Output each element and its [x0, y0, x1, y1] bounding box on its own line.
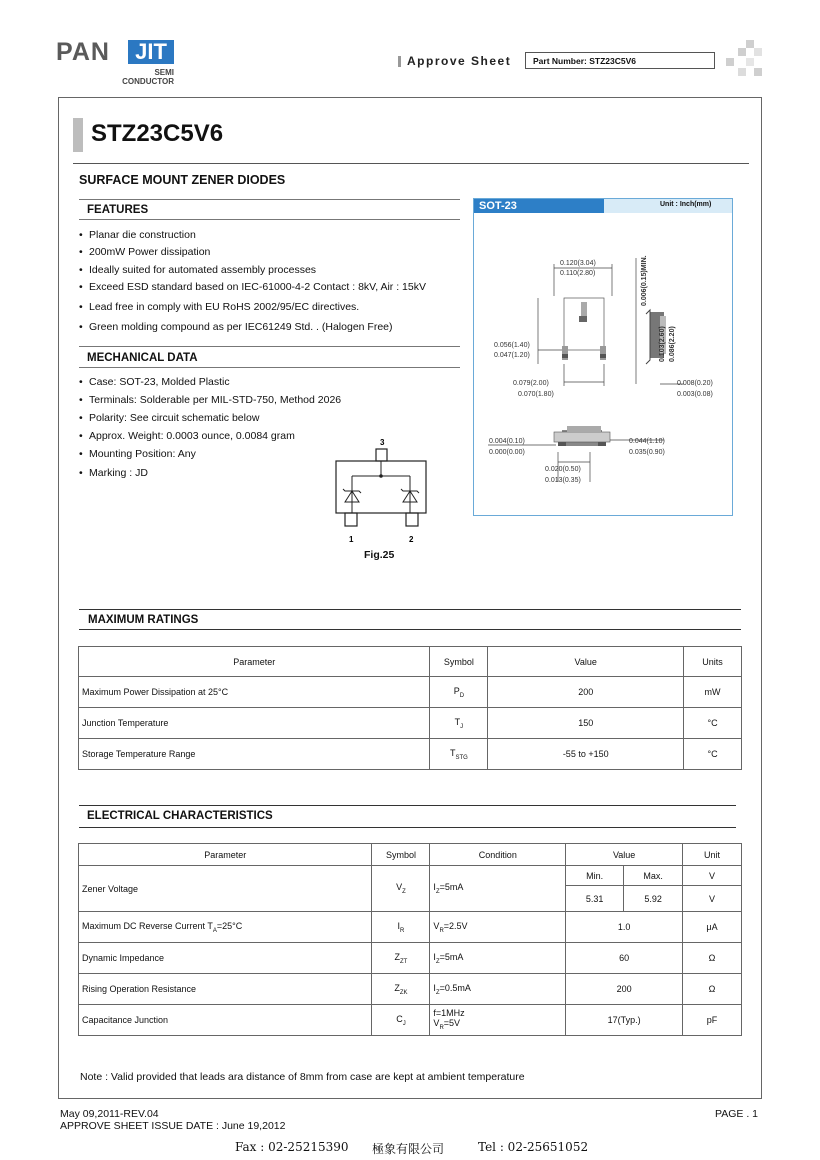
- table-header: Symbol: [372, 844, 430, 866]
- table-cell: pF: [683, 1005, 742, 1036]
- table-cell: $I_R$: [372, 912, 430, 943]
- logo-text-jit: JIT: [128, 40, 174, 64]
- dim-label: 0.110(2.80): [560, 270, 596, 277]
- schematic-pin-3: 3: [380, 438, 385, 447]
- package-unit: Unit : Inch(mm): [660, 201, 712, 208]
- list-item: • Approx. Weight: 0.0003 ounce, 0.0084 gram: [79, 430, 295, 442]
- subtitle: SURFACE MOUNT ZENER DIODES: [79, 173, 286, 187]
- table-row: [79, 708, 742, 739]
- table-header: Parameter: [79, 647, 430, 677]
- table-cell: 150: [488, 708, 684, 739]
- electrical-rule-bottom: [79, 827, 736, 828]
- table-header: Units: [684, 647, 742, 677]
- table-cell: -55 to +150: [488, 739, 684, 770]
- list-item: • Polarity: See circuit schematic below: [79, 412, 260, 424]
- table-cell: mW: [684, 677, 742, 708]
- title-divider: [73, 163, 749, 164]
- dim-label: 0.000(0.00): [489, 449, 525, 456]
- table-cell: $I_Z=5mA$: [430, 866, 566, 912]
- logo-sub-semi: SEMI: [154, 68, 174, 77]
- dim-label: 0.103(2.60): [659, 326, 666, 362]
- mechanical-rule-top: [79, 346, 460, 347]
- table-cell: $I_Z=5mA$: [430, 943, 566, 974]
- logo-text-pan: PAN: [56, 38, 110, 66]
- table-header: Value: [488, 647, 684, 677]
- table-cell: 5.92: [624, 886, 683, 912]
- dim-label: 0.003(0.08): [677, 391, 713, 398]
- list-item: • Lead free in comply with EU RoHS 2002/95/EC directives.: [79, 301, 360, 313]
- table-row: [79, 1005, 742, 1036]
- part-number-box: Part Number: STZ23C5V6: [525, 52, 715, 69]
- table-cell: Zener Voltage: [79, 866, 372, 912]
- dim-label: 0.013(0.35): [545, 477, 581, 484]
- schematic-pin-1: 1: [349, 535, 354, 544]
- schematic-pin-2: 2: [409, 535, 414, 544]
- table-cell: Ω: [683, 943, 742, 974]
- table-row: [79, 866, 742, 886]
- approve-sheet-label: Approve Sheet: [398, 54, 511, 68]
- table-cell: V: [683, 866, 742, 886]
- dim-label: 0.008(0.20): [677, 380, 713, 387]
- table-header: Symbol: [430, 647, 488, 677]
- company-name: 極象有限公司: [372, 1142, 445, 1156]
- page-number: PAGE . 1: [715, 1108, 758, 1120]
- table-cell: °C: [684, 739, 742, 770]
- ratings-rule-top: [79, 609, 741, 610]
- dim-label: 0.004(0.10): [489, 438, 525, 445]
- table-cell: Max.: [624, 866, 683, 886]
- dim-label: 0.070(1.80): [518, 391, 554, 398]
- ratings-heading: MAXIMUM RATINGS: [88, 614, 199, 626]
- table-cell: $C_J$: [372, 1005, 430, 1036]
- table-row: [79, 943, 742, 974]
- table-row: [79, 912, 742, 943]
- table-cell: $T_{STG}$: [430, 739, 488, 770]
- table-cell: $I_Z=0.5mA$: [430, 974, 566, 1005]
- list-item: • Terminals: Solderable per MIL-STD-750, Method 2026: [79, 394, 342, 406]
- table-cell: Maximum DC Reverse Current $T_A=25^\circ C$: [79, 912, 372, 943]
- table-cell: Dynamic Impedance: [79, 943, 372, 974]
- table-cell: 200: [488, 677, 684, 708]
- dim-label: 0.086(2.20): [669, 326, 676, 362]
- list-item: • Case: SOT-23, Molded Plastic: [79, 376, 230, 388]
- tel-number: Tel : 02-25651052: [478, 1140, 589, 1154]
- list-item: • 200mW Power dissipation: [79, 246, 211, 258]
- title-accent: [73, 118, 83, 152]
- ratings-rule-bottom: [79, 629, 741, 630]
- table-row: [79, 739, 742, 770]
- table-cell: $P_D$: [430, 677, 488, 708]
- table-cell: Rising Operation Resistance: [79, 974, 372, 1005]
- table-cell: 17(Typ.): [566, 1005, 683, 1036]
- features-rule-bottom: [79, 219, 460, 220]
- table-cell: Ω: [683, 974, 742, 1005]
- features-rule-top: [79, 199, 460, 200]
- dim-label: 0.020(0.50): [545, 466, 581, 473]
- list-item: • Marking : JD: [79, 467, 148, 479]
- revision-date: May 09,2011-REV.04: [60, 1108, 159, 1120]
- list-item: • Planar die construction: [79, 229, 196, 241]
- list-item: • Green molding compound as per IEC61249 Std. . (Halogen Free): [79, 321, 393, 333]
- table-cell: $Z_{ZK}$: [372, 974, 430, 1005]
- dim-label: 0.120(3.04): [560, 260, 596, 267]
- max-ratings-table: [78, 646, 742, 770]
- table-cell: μA: [683, 912, 742, 943]
- table-cell: $T_J$: [430, 708, 488, 739]
- table-cell: f=1MHz $V_R=5V$: [430, 1005, 566, 1036]
- electrical-rule-top: [79, 805, 736, 806]
- dim-label: 0.047(1.20): [494, 352, 530, 359]
- logo-subtitle: [118, 68, 174, 86]
- page-title: STZ23C5V6: [91, 120, 224, 147]
- table-header: Unit: [683, 844, 742, 866]
- table-cell: $Z_{ZT}$: [372, 943, 430, 974]
- dim-label: 0.056(1.40): [494, 342, 530, 349]
- dim-label: 0.006(0.15)MIN.: [641, 255, 648, 306]
- figure-caption: Fig.25: [364, 549, 395, 561]
- table-cell: V: [683, 886, 742, 912]
- electrical-heading: ELECTRICAL CHARACTERISTICS: [87, 810, 273, 822]
- dim-label: 0.044(1.10): [629, 438, 665, 445]
- table-header-row: [79, 844, 742, 866]
- table-row: [79, 677, 742, 708]
- table-cell: Min.: [566, 866, 624, 886]
- table-header-row: [79, 647, 742, 677]
- mechanical-rule-bottom: [79, 367, 460, 368]
- table-cell: Maximum Power Dissipation at 25°C: [79, 677, 430, 708]
- electrical-table: [78, 843, 742, 1036]
- table-cell: 5.31: [566, 886, 624, 912]
- table-cell: °C: [684, 708, 742, 739]
- table-row: [79, 974, 742, 1005]
- dim-label: 0.035(0.90): [629, 449, 665, 456]
- list-item: • Mounting Position: Any: [79, 448, 196, 460]
- mechanical-heading: MECHANICAL DATA: [87, 352, 198, 364]
- note-text: Note : Valid provided that leads ara distance of 8mm from case are kept at ambient temperature: [80, 1071, 525, 1083]
- issue-date: APPROVE SHEET ISSUE DATE : June 19,2012: [60, 1120, 286, 1132]
- table-header: Value: [566, 844, 683, 866]
- dim-label: 0.079(2.00): [513, 380, 549, 387]
- table-cell: 60: [566, 943, 683, 974]
- features-heading: FEATURES: [87, 204, 149, 216]
- table-cell: 200: [566, 974, 683, 1005]
- list-item: • Exceed ESD standard based on IEC-61000-4-2 Contact : 8kV, Air : 15kV: [79, 281, 426, 293]
- table-cell: Junction Temperature: [79, 708, 430, 739]
- table-header: Parameter: [79, 844, 372, 866]
- package-label: SOT-23: [474, 199, 604, 213]
- fax-number: Fax : 02-25215390: [235, 1140, 349, 1154]
- table-header: Condition: [430, 844, 566, 866]
- table-cell: $V_R=2.5V$: [430, 912, 566, 943]
- table-cell: Storage Temperature Range: [79, 739, 430, 770]
- table-cell: Capacitance Junction: [79, 1005, 372, 1036]
- package-outline-drawing: [474, 214, 732, 514]
- circuit-schematic: [330, 436, 440, 546]
- list-item: • Ideally suited for automated assembly processes: [79, 264, 317, 276]
- table-cell: 1.0: [566, 912, 683, 943]
- logo-sub-conductor: CONDUCTOR: [122, 77, 174, 86]
- table-cell: $V_Z$: [372, 866, 430, 912]
